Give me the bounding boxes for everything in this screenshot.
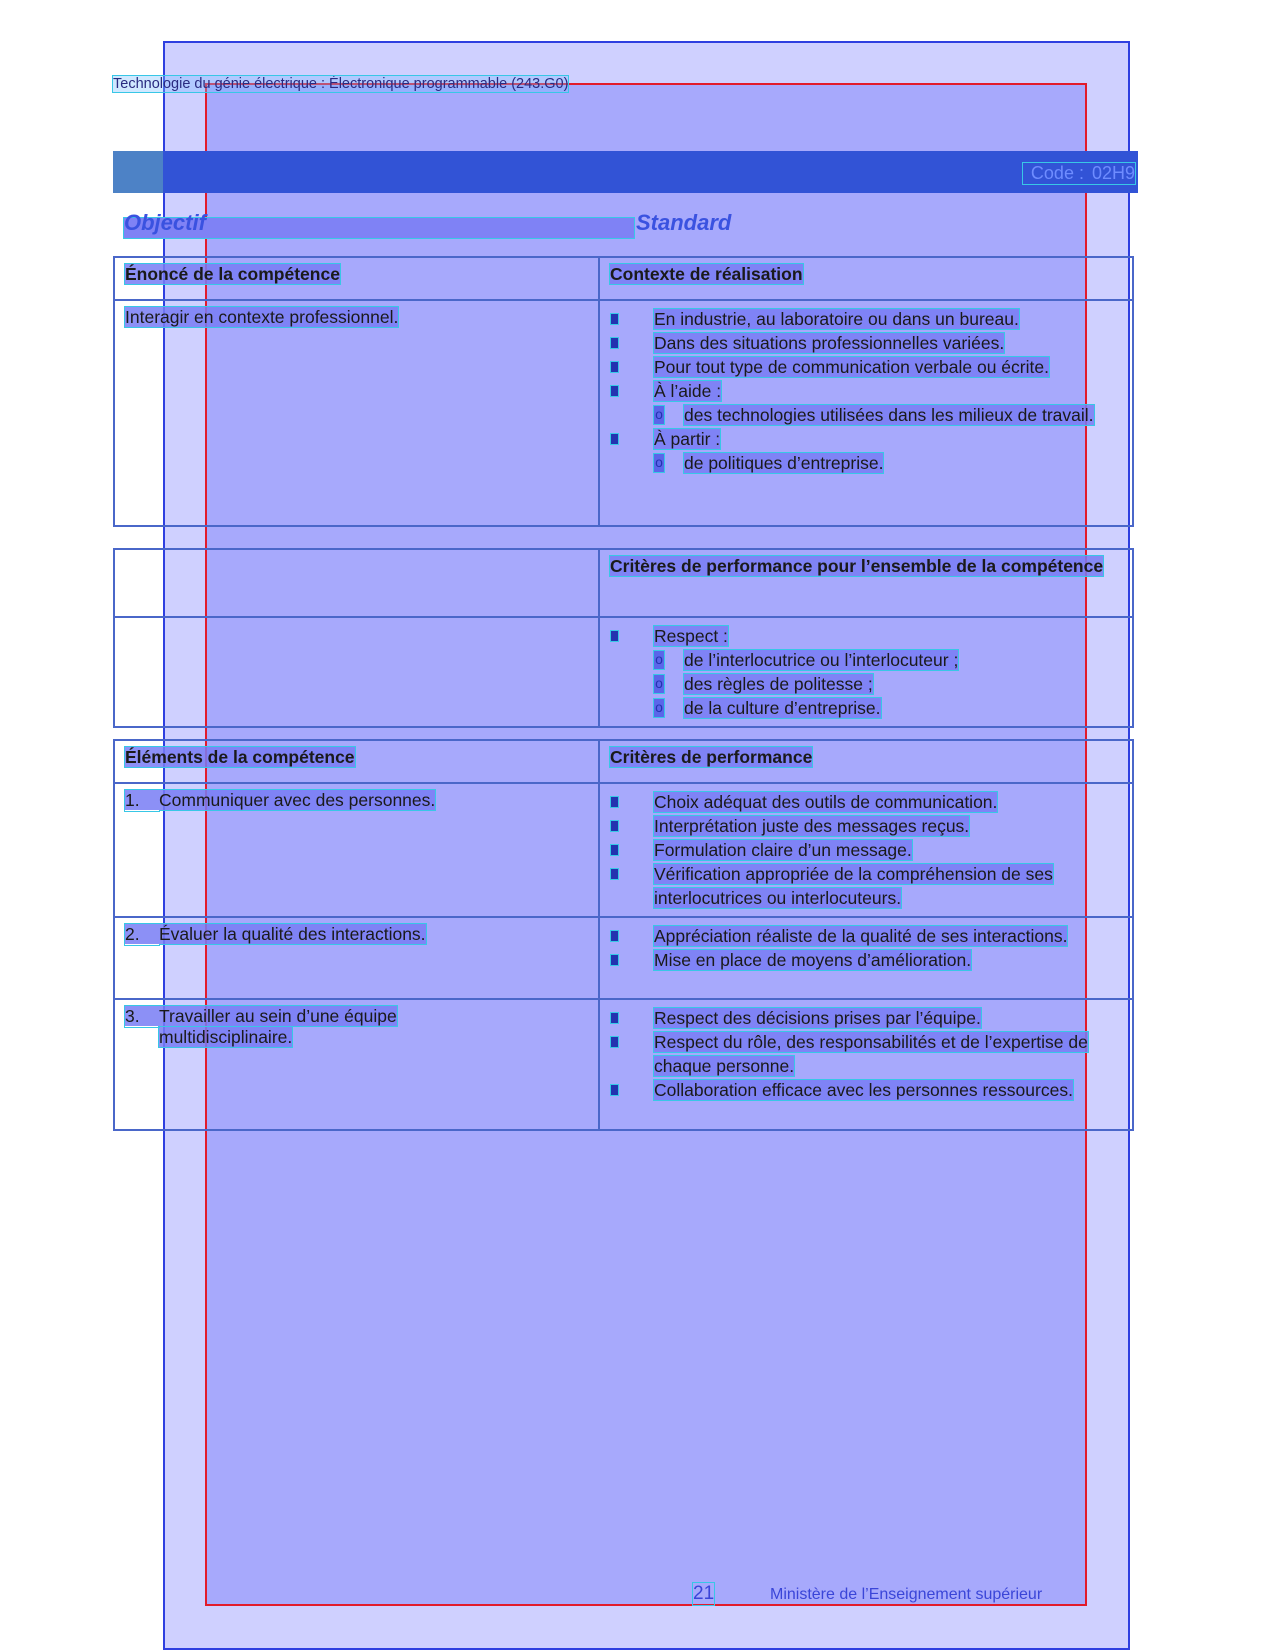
running-title: Technologie du génie électrique : Électronique programmable (243.G0) xyxy=(113,76,569,92)
list-item: Respect des décisions prises par l’équipe. xyxy=(610,1006,1122,1030)
element-3-continued: multidisciplinaire. xyxy=(159,1027,293,1047)
code-bar xyxy=(113,151,1138,193)
criteria-list xyxy=(610,1006,1122,1102)
element-1: 1. Communiquer avec des personnes. xyxy=(125,790,436,810)
empty-cell xyxy=(114,617,599,727)
competency-code xyxy=(1023,163,1135,184)
page-number: 21 xyxy=(693,1583,715,1604)
overall-criteria-table xyxy=(113,548,1134,728)
list-item: Appréciation réaliste de la qualité de ses interactions. xyxy=(610,924,1122,948)
elements-header-cell xyxy=(114,740,599,783)
criteria-header: Critères de performance xyxy=(610,747,813,767)
sub-list xyxy=(654,451,1122,475)
list-item: À partir : o de politiques d’entreprise. xyxy=(610,427,1122,475)
statement-header: Énoncé de la compétence xyxy=(125,264,340,284)
standard-heading: Standard xyxy=(636,210,732,235)
sub-list-item: o de la culture d’entreprise. xyxy=(654,696,1122,720)
list-item: Collaboration efficace avec les personnes ressources. xyxy=(610,1078,1122,1102)
criteria-cell xyxy=(599,917,1133,999)
elements-header: Éléments de la compétence xyxy=(125,747,355,767)
element-3: 3. Travailler au sein d’une équipe xyxy=(125,1006,397,1026)
criteria-list xyxy=(610,790,1122,910)
criteria-header-cell xyxy=(599,740,1133,783)
statement-header-cell xyxy=(114,257,599,300)
sub-list-item: o des règles de politesse ; xyxy=(654,672,1122,696)
sub-list-item: o de l’interlocutrice ou l’interlocuteur ; xyxy=(654,648,1122,672)
element-cell xyxy=(114,917,599,999)
criteria-list xyxy=(610,924,1122,972)
overall-criteria-header-cell xyxy=(599,549,1133,617)
list-item: Mise en place de moyens d’amélioration. xyxy=(610,948,1122,972)
footer-ministry: Ministère de l’Enseignement supérieur xyxy=(770,1586,1043,1603)
overall-criteria-list xyxy=(610,624,1122,720)
code-value: 02H9 xyxy=(1091,163,1135,183)
code-label: Code : xyxy=(1030,163,1084,183)
sub-list xyxy=(654,648,1122,720)
sub-list-item: o des technologies utilisées dans les milieux de travail. xyxy=(654,403,1122,427)
context-header-cell xyxy=(599,257,1133,300)
list-item: Formulation claire d’un message. xyxy=(610,838,1122,862)
context-cell xyxy=(599,300,1133,526)
criteria-cell xyxy=(599,999,1133,1130)
context-header: Contexte de réalisation xyxy=(610,264,803,284)
element-cell xyxy=(114,999,599,1130)
competency-statement: Interagir en contexte professionnel. xyxy=(125,307,399,327)
elements-table xyxy=(113,739,1134,1131)
objectif-heading: Objectif xyxy=(124,210,206,235)
competency-table xyxy=(113,256,1134,527)
list-item: Vérification appropriée de la compréhension de ses interlocutrices ou interlocuteurs. xyxy=(610,862,1122,910)
element-cell xyxy=(114,783,599,917)
list-item: Dans des situations professionnelles variées. xyxy=(610,331,1122,355)
empty-cell xyxy=(114,549,599,617)
element-2: 2. Évaluer la qualité des interactions. xyxy=(125,924,426,944)
list-item: À l’aide : o des technologies utilisées dans les milieux de travail. xyxy=(610,379,1122,427)
criteria-cell xyxy=(599,783,1133,917)
sub-list xyxy=(654,403,1122,427)
statement-cell xyxy=(114,300,599,526)
context-list xyxy=(610,307,1122,475)
overall-criteria-header: Critères de performance pour l’ensemble de la compétence xyxy=(610,556,1104,576)
list-item: Respect du rôle, des responsabilités et de l’expertise de chaque personne. xyxy=(610,1030,1122,1078)
list-item: Choix adéquat des outils de communication. xyxy=(610,790,1122,814)
list-item: En industrie, au laboratoire ou dans un bureau. xyxy=(610,307,1122,331)
overall-criteria-cell xyxy=(599,617,1133,727)
list-item: Pour tout type de communication verbale ou écrite. xyxy=(610,355,1122,379)
list-item: Respect : o de l’interlocutrice ou l’interlocuteur ; o des règles de politesse ; o de la culture d’entreprise. xyxy=(610,624,1122,720)
list-item: Interprétation juste des messages reçus. xyxy=(610,814,1122,838)
code-bar-left-accent xyxy=(113,151,163,193)
sub-list-item: o de politiques d’entreprise. xyxy=(654,451,1122,475)
